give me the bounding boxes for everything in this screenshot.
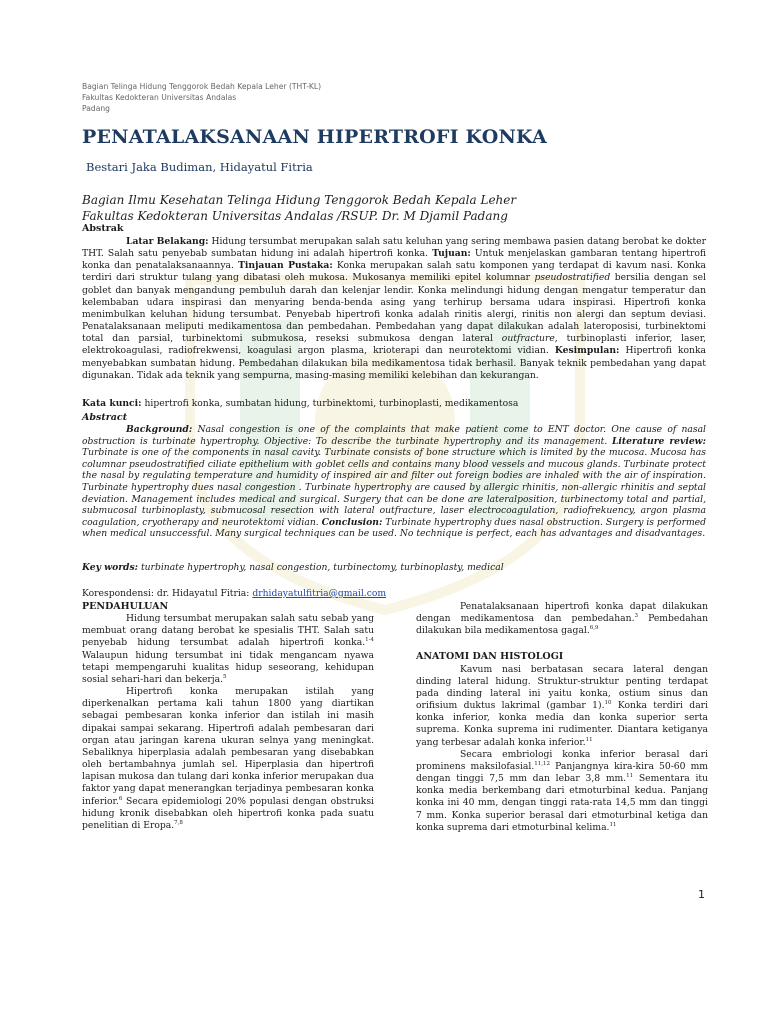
spacer: [416, 637, 708, 651]
citation-ref: 11: [585, 736, 593, 743]
anatomi-p1b-text: Konka terdiri dari konka inferior, konka media dan konka superior serta suprema. Konka suprema ini rudimenter. Diantara ketiganya yang terbesar adalah konka inferior.: [416, 700, 708, 748]
anatomi-p2-text: Secara embriologi konka inferior berasal dari prominens maksilofasial.: [416, 748, 708, 772]
pendahuluan-p2b-text: Secara epidemiologi 20% populasi dengan obstruksi hidung kronik disebabkan oleh hipertrofi konka pada suatu penelitian di Eropa.: [82, 795, 374, 831]
conclusion-text: Turbinate hypertrophy dues nasal obstruction. Surgery is performed when medical unsuccessful. Many surgical techniques can be used. No technique is perfect, each has advantages and disadvantages.: [82, 516, 706, 540]
affiliation-line-1: Bagian Ilmu Kesehatan Telinga Hidung Tenggorok Bedah Kepala Leher: [82, 193, 517, 207]
abstrak-heading: Abstrak: [82, 223, 124, 234]
citation-ref: 6: [118, 795, 123, 802]
kesimpulan-text: Hipertrofi konka menyebabkan sumbatan hidung. Pembedahan dilakukan bila medikamentosa tidak berhasil. Banyak teknik pembedahan yang dapat digunakan. Tidak ada teknik yang sempurna, masing-masing memiliki kelebihan dan kekurangan.: [82, 345, 706, 381]
right-column: [416, 601, 708, 834]
literature-label: Literature review:: [611, 435, 706, 447]
journal-header: [82, 81, 321, 114]
kata-kunci: [82, 398, 518, 409]
citation-ref: 11: [626, 772, 634, 779]
background-label: Background:: [126, 424, 193, 435]
affiliation-line-2: Fakultas Kedokteran Universitas Andalas /RSUP. Dr. M Djamil Padang: [82, 209, 508, 223]
pendahuluan-paragraph-2: [82, 686, 374, 832]
literature-text: Turbinate is one of the components in nasal cavity. Turbinate consists of bone structure which is limited by the mucosa. Mucosa has columnar pseudostratified ciliate epithelium with goblet cells and contains many blood vessels and mucous glands. Turbinate protect the nasal by regulating temperature and humidity of inspired air and filter out foreign bodies are inhaled with the air of inspiration. Turbinate hypertrophy dues nasal congestion . Turbinate hypertrophy are caused by allergic rhinitis, non-allergic rhinitis and septal deviation. Management includes medical and surgical. Surgery that can be done are lateralposition, turbinectomy total and partial, submucosal turbinoplasty, submucosal resection with lateral outfracture, laser electrocoagulation, radiofrekuency, argon plasma coagulation, cryotherapy and neurotektomi vidian.: [82, 447, 706, 528]
citation-ref: 5: [223, 673, 227, 680]
paper-title: PENATALAKSANAAN HIPERTROFI KONKA: [82, 126, 547, 148]
keywords: [82, 562, 504, 573]
anatomi-p2c-text: Sementara itu konka media berkembang dari etmoturbinal kedua. Panjang konka ini 40 mm, dengan tinggi rata-rata 14,5 mm dan tinggi 7 mm. Konka superior berasal dari etmoturbinal ketiga dan konka suprema dari etmoturbinal kelima.: [416, 773, 708, 833]
header-line-3: Padang: [82, 104, 110, 113]
right-paragraph-1: [416, 601, 708, 637]
tinjauan-italic: pseudostratified: [534, 272, 611, 284]
citation-ref: 10: [604, 700, 612, 707]
left-column: [82, 601, 374, 832]
pendahuluan-p2-text: Hipertrofi konka merupakan istilah yang diperkenalkan pertama kali tahun 1800 yang diartikan sebagai pembesaran konka inferior dan istilah ini masih dipakai sampai sekarang. Hipertrofi adalah pembesaran dari organ atau jaringan karena ukuran selnya yang meningkat. Sebaliknya hiperplasia adalah pembesaran yang disebabkan oleh bertambahnya jumlah sel. Hiperplasia dan hipertrofi lapisan mukosa dan tulang dari konka inferior merupakan dua faktor yang dapat menerangkan terjadinya pembesaran konka inferior.: [82, 686, 374, 807]
keywords-text: turbinate hypertrophy, nasal congestion, turbinectomy, turbinoplasty, medical: [138, 562, 504, 573]
kesimpulan-label: Kesimpulan:: [554, 345, 620, 357]
tujuan-text: Untuk menjelaskan gambaran tentang hipertrofi konka dan penatalaksanaannya.: [82, 248, 706, 272]
citation-ref: 3: [634, 613, 638, 620]
tinjauan-text-1: Konka merupakan salah satu komponen yang terdapat di kavum nasi. Konka terdiri dari struktur tulang yang dibatasi oleh mukosa. Mukosanya memiliki epitel kolumnar: [82, 260, 707, 284]
anatomi-paragraph-2: [416, 749, 708, 834]
latar-text: Hidung tersumbat merupakan salah satu keluhan yang sering membawa pasien datang berobat ke dokter THT. Salah satu penyebab sumbatan hidung ini adalah hipertrofi konka.: [82, 236, 706, 260]
conclusion-label: Conclusion:: [321, 516, 383, 528]
right-p1-text: Penatalaksanaan hipertrofi konka dapat dilakukan dengan medikamentosa dan pembedahan.: [416, 601, 708, 625]
anatomi-p1-text: Kavum nasi berbatasan secara lateral dengan dinding lateral hidung. Struktur-struktur penting terdapat pada dinding lateral ini yaitu konka, ostium sinus dan orifisium duktus lakrimal (gambar 1).: [416, 663, 708, 712]
pendahuluan-p1-text: Hidung tersumbat merupakan salah satu sebab yang membuat orang datang berobat ke spesialis THT. Salah satu penyebab hidung tersumbat adalah hipertrofi konka.: [82, 613, 374, 649]
abstract-heading: Abstract: [82, 412, 128, 423]
pendahuluan-paragraph-1: [82, 613, 374, 686]
citation-ref: 7,8: [174, 819, 183, 826]
page-number: 1: [698, 888, 705, 901]
latar-label: Latar Belakang:: [126, 236, 209, 247]
citation-ref: 11: [609, 821, 617, 828]
tujuan-label: Tujuan:: [432, 248, 471, 260]
outfracture-term: outfracture: [501, 333, 555, 345]
citation-ref: 1-4: [365, 637, 374, 644]
section-heading-pendahuluan: PENDAHULUAN: [82, 601, 169, 612]
citation-ref: 6,9: [589, 625, 599, 632]
correspondence-email-link[interactable]: drhidayatulfitria@gmail.com: [252, 588, 387, 599]
right-p1b-text: Pembedahan dilakukan bila medikamentosa gagal.: [416, 613, 708, 637]
correspondence: [82, 588, 386, 599]
tinjauan-label: Tinjauan Pustaka:: [238, 260, 333, 272]
authors: Bestari Jaka Budiman, Hidayatul Fitria: [86, 160, 313, 174]
header-line-1: Bagian Telinga Hidung Tenggorok Bedah Kepala Leher (THT-KL): [82, 82, 322, 91]
anatomi-paragraph-1: [416, 664, 708, 749]
affiliation: [82, 192, 702, 224]
abstrak-body: [82, 236, 706, 382]
kata-kunci-text: hipertrofi konka, sumbatan hidung, turbinektomi, turbinoplasti, medikamentosa: [141, 398, 519, 409]
tinjauan-text-2: bersilia dengan sel goblet dan banyak mengandung pembuluh darah dan kelenjar lendir. Konka melindungi hidung dengan mengatur temperatur dan kelembaban udara inspirasi dan menyaring benda-benda asing yang terhirup bersama udara inspirasi. Hipertrofi konka menimbulkan keluhan hidung tersumbat. Penyebab hipertrofi konka adalah rinitis alergi, rinitis non alergi dan septum deviasi. Penatalaksanaan meliputi medikamentosa dan pembedahan. Pembedahan yang dapat dilakukan adalah lateroposisi, turbinektomi total dan parsial, turbinektomi submukosa, reseksi submukosa dengan lateral: [82, 272, 706, 345]
background-text: Nasal congestion is one of the complaints that make patient come to ENT doctor. One cause of nasal obstruction is turbinate hypertrophy. Objective: To describe the turbinate hypertrophy and its management.: [82, 424, 706, 447]
anatomi-p2b-text: Panjangnya kira-kira 50-60 mm dengan tinggi 7,5 mm dan lebar 3,8 mm.: [416, 760, 708, 785]
section-heading-anatomi: ANATOMI DAN HISTOLOGI: [416, 651, 564, 663]
citation-ref: 11,12: [534, 760, 551, 767]
correspondence-label: Korespondensi: dr. Hidayatul Fitria:: [82, 588, 253, 599]
keywords-label: Key words:: [82, 562, 139, 573]
tinjauan-text-3: , turbinoplasti inferior, laser, elektrokoagulasi, radiofrekwensi, koagulasi argon plasma, krioterapi dan neurotektomi vidian.: [82, 333, 706, 357]
kata-kunci-label: Kata kunci:: [82, 398, 142, 409]
header-line-2: Fakultas Kedokteran Universitas Andalas: [82, 93, 237, 102]
pendahuluan-p1b-text: Walaupun hidung tersumbat ini tidak mengancam nyawa tetapi mempengaruhi kualitas hidup seseorang, kehidupan sosial sehari-hari dan bekerja.: [82, 649, 374, 685]
abstract-body: [82, 424, 706, 540]
